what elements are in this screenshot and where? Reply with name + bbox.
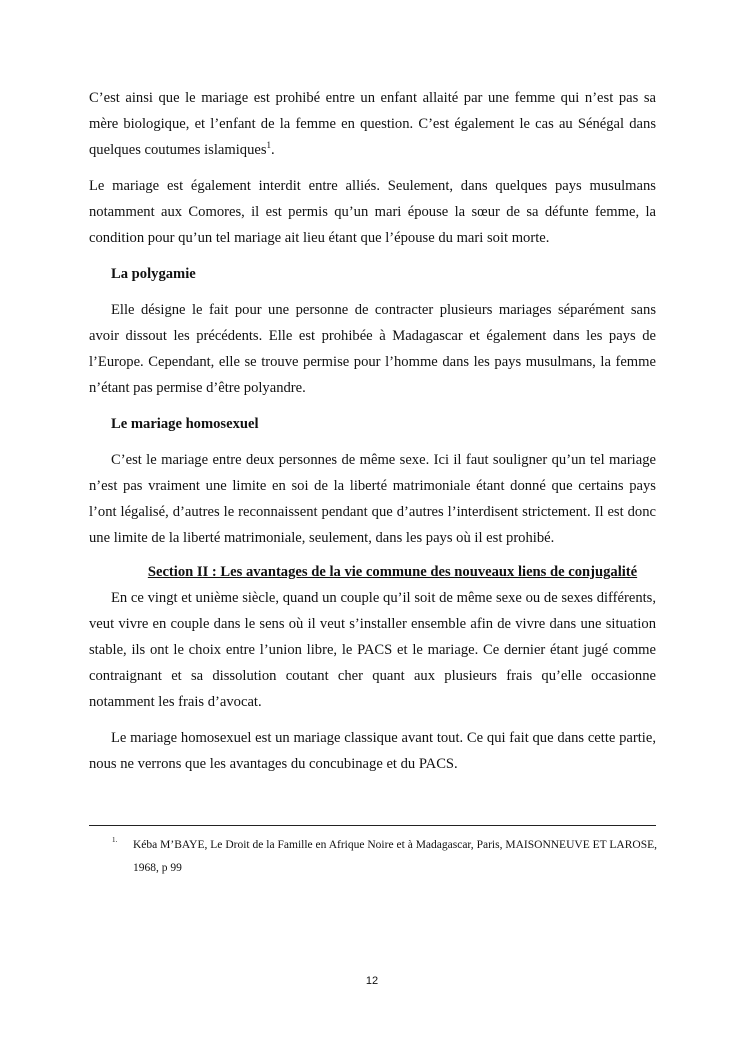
footnote [112,834,657,880]
paragraph-1 [89,85,656,163]
footnote-marker: 1. [112,836,118,844]
paragraph-4: C’est le mariage entre deux personnes de même sexe. Ici il faut souligner qu’un tel mariage n’est pas vraiment une limite en soi de la liberté matrimoniale étant donné que certains pays l’ont légalisé, d’autres le reconnaissent pendant que d’autres l’interdisent strictement. Il est donc une limite de la liberté matrimoniale, seulement, dans les pays où il est prohibé. [89,452,656,546]
footnote-separator [89,825,656,826]
body-text [89,85,656,777]
page-number: 12 [365,975,379,987]
paragraph-1-text: C’est ainsi que le mariage est prohibé entre un enfant allaité par une femme qui n’est pas sa mère biologique, et l’enfant de la femme en question. C’est également le cas au Sénégal dans quelques coutumes islamiques [89,90,656,158]
paragraph-1-end: . [271,142,275,158]
footnote-reference[interactable]: 1 [266,140,272,151]
section-title: Section II : Les avantages de la vie commune des nouveaux liens de conjugalité [147,564,638,580]
heading-mariage-homosexuel: Le mariage homosexuel [111,416,259,432]
paragraph-6: Le mariage homosexuel est un mariage classique avant tout. Ce qui fait que dans cette partie, nous ne verrons que les avantages du concubinage et du PACS. [89,730,656,772]
paragraph-3: Elle désigne le fait pour une personne de contracter plusieurs mariages séparément sans avoir dissout les précédents. Elle est prohibée à Madagascar et également dans les pays de l’Europe. Cependant, elle se trouve permise pour l’homme dans les pays musulmans, la femme n’étant pas permise d’être polyandre. [89,302,656,396]
footnote-text: Kéba M’BAYE, Le Droit de la Famille en Afrique Noire et à Madagascar, Paris, MAISONNEUVE ET LAROSE, 1968, p 99 [133,839,657,874]
heading-polygamie: La polygamie [111,266,196,282]
paragraph-5: En ce vingt et unième siècle, quand un couple qu’il soit de même sexe ou de sexes différents, veut vivre en couple dans le sens où il veut s’installer ensemble afin de vivre dans une situation stable, ils ont le choix entre l’union libre, le PACS et le mariage. Ce dernier étant jugé comme contraignant et sa dissolution coutant cher quant aux plusieurs frais qu’elle occasionne notamment les frais d’avocat. [89,590,656,710]
paragraph-2: Le mariage est également interdit entre alliés. Seulement, dans quelques pays musulmans notamment aux Comores, il est permis qu’un mari épouse la sœur de sa défunte femme, la condition pour qu’un tel mariage ait lieu étant que l’épouse du mari soit morte. [89,178,656,246]
